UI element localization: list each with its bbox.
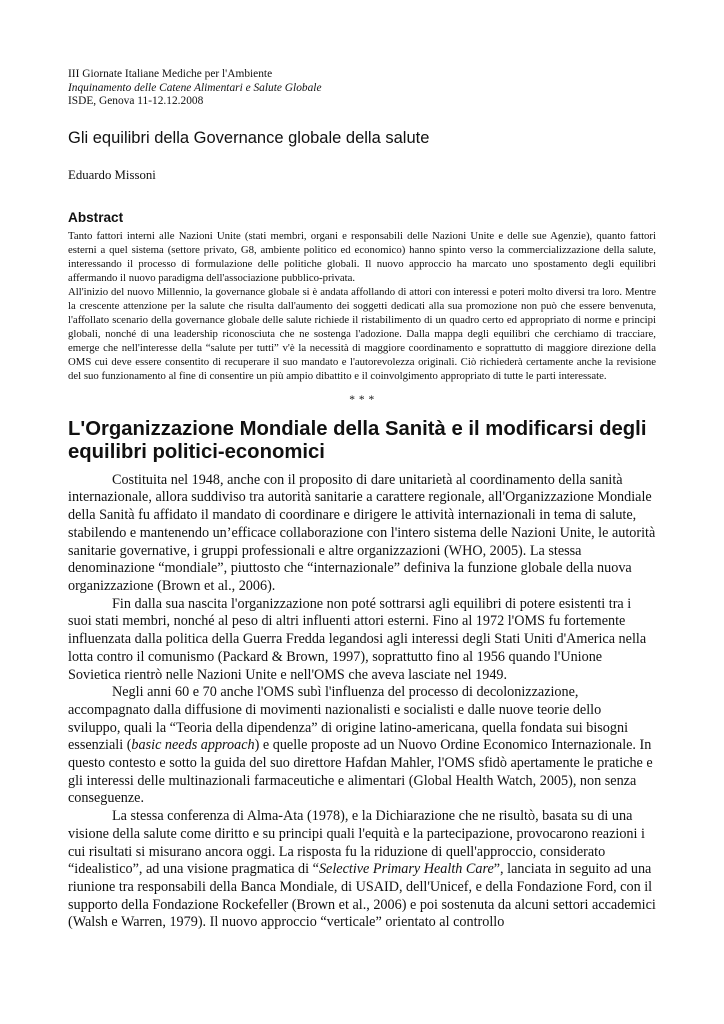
- conference-venue: ISDE, Genova 11-12.12.2008: [68, 95, 204, 108]
- author: Eduardo Missoni: [68, 167, 156, 182]
- conference-header: [68, 68, 656, 109]
- abstract-heading: Abstract: [68, 209, 124, 225]
- italic-term: Selective Primary Health Care: [318, 861, 494, 878]
- italic-term: basic needs approach: [131, 737, 255, 754]
- body-paragraph: Costituita nel 1948, anche con il proposito di dare unitarietà al coordinamento della sanità internazionale, allora suddiviso tra autorità sanitarie a carattere regionale, all'Organizzazione Mondiale della Sanità fu affidato il mandato di coordinare e dirigere le attività internazionali in tema di salute, stabilendo e mantenendo un’efficace collaborazione con l'intero sistema delle Nazioni Unite, le autorità sanitarie governative, i gruppi professionali e altre organizzazioni (WHO, 2005). La stessa denominazione “mondiale”, piuttosto che “internazionale” definiva la funzione globale della nuova organizzazione (Brown et al., 2006).: [68, 471, 656, 594]
- body-paragraph: [68, 808, 656, 932]
- section-heading: L'Organizzazione Mondiale della Sanità e il modificarsi degli equilibri politici-economici: [68, 417, 647, 464]
- text-run: ”, lanciata in seguito ad una riunione tra responsabili della Banca Mondiale, di USAID, dell'Unicef, e della Fondazione Ford, con il supporto della Fondazione Rockefeller (Brown et al., 2006) e poi sostenuta da alcuni settori accademici (Walsh e Warren, 1979). Il nuovo approccio “verticale” orientato al controllo: [68, 861, 656, 931]
- paper-title: Gli equilibri della Governance globale della salute: [68, 128, 430, 147]
- section-separator: * * *: [349, 393, 375, 406]
- body-paragraph: Fin dalla sua nascita l'organizzazione non poté sottrarsi agli equilibri di potere esistenti tra i suoi stati membri, nonché al peso di altri influenti attori esterni. Fino al 1972 l'OMS fu fortemente influenzata dalla politica della Guerra Fredda legandosi agli interessi degli Stati Uniti d'America nella lotta contro il comunismo (Packard & Brown, 1997), soprattutto fino al 1956 quando l'Unione Sovietica rientrò nelle Nazioni Unite e nell'OMS che aveva lasciate nel 1949.: [68, 595, 647, 683]
- text-run: ) e quelle proposte ad un Nuovo Ordine Economico Internazionale. In questo contesto e sotto la guida del suo direttore Hafdan Mahler, l'OMS sfidò apertamente le pratiche e gli interessi delle multinazionali farmaceutiche e alimentari (Global Health Watch, 2005), non senza conseguenze.: [68, 737, 653, 807]
- text-run: La stessa conferenza di Alma-Ata (1978), e la Dichiarazione che ne risultò, basata su di una visione della salute come diritto e su principi quali l'equità e la partecipazione, provocarono reazioni i cui risultati si misurano ancora oggi. La risposta fu la riduzione di quell'approccio, considerato “idealistico”, ad una visione pragmatica di “: [68, 808, 645, 878]
- abstract-paragraph: All'inizio del nuovo Millennio, la governance globale si è andata affollando di attori con interessi e poteri molto diversi tra loro. Mentre la crescente attenzione per la salute che risulta dall'aumento dei soggetti dedicati alla sua promozione non può che essere benvenuta, l'affollato scenario della governance globale delle salute richiede il ristabilimento di un quadro certo ed appropriato di norme e principi globali, nonché di una leadership riconosciuta che ne sostenga l'adozione. Dalla mappa degli equilibri che cerchiamo di tracciare, emerge che nell'interesse della “salute per tutti” v'è la necessità di maggiore coordinamento e soprattutto di maggiore direzione della OMS cui deve essere consentito di recuperare il suo mandato e l'autorevolezza originali. Ciò richiederà certamente anche la revisione del suo funzionamento al fine di consentire un più ampio dibattito e il coinvolgimento appropriato di tutte le parti interessate.: [68, 285, 656, 382]
- section-body: [68, 472, 656, 932]
- body-paragraph: [68, 684, 656, 808]
- conference-subtitle: Inquinamento delle Catene Alimentari e Salute Globale: [68, 81, 322, 94]
- conference-name: III Giornate Italiane Mediche per l'Ambiente: [68, 68, 273, 80]
- abstract-paragraph: Tanto fattori interni alle Nazioni Unite (stati membri, organi e responsabili delle Nazioni Unite e delle sue Agenzie), quanto fattori esterni a quel sistema (settore privato, G8, ambiente politico ed economico) hanno spinto verso la commercializzazione della salute, interessando il processo di formulazione delle politiche globali. Il nuovo approccio ha marcato uno spostamento degli equilibri affermando il nuovo paradigma dell'associazione pubblico-privata.: [68, 229, 656, 284]
- text-run: Negli anni 60 e 70 anche l'OMS subì l'influenza del processo di decolonizzazione, accompagnato dalla diffusione di movimenti nazionalisti e socialisti e dalle nuove teorie dello sviluppo, quali la “Teoria della dipendenza” di origine latino-americana, quella fondata sui bisogni essenziali (: [68, 684, 629, 754]
- abstract-body: [68, 229, 656, 383]
